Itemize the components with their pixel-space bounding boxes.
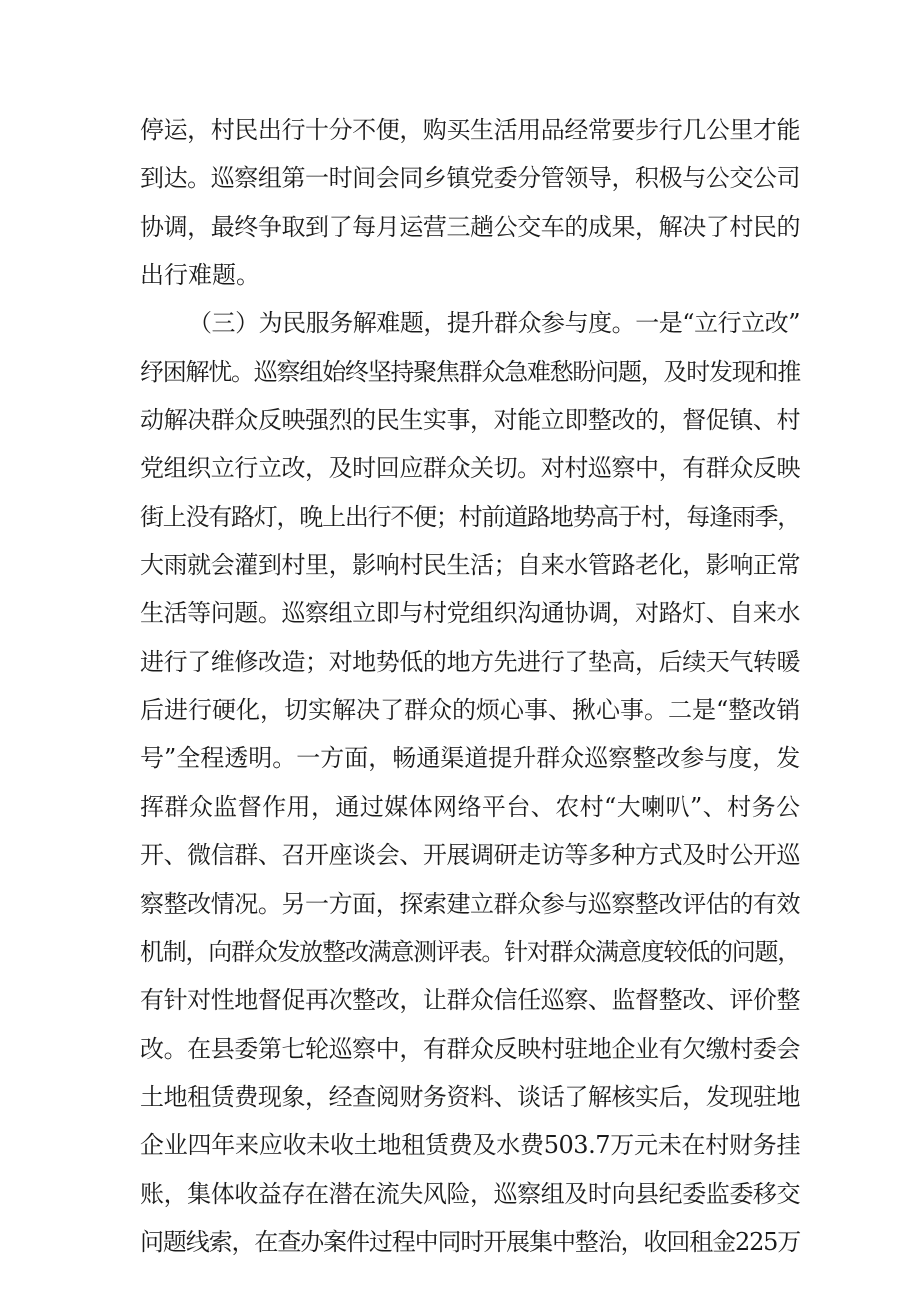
text-line: 停运，村民出行十分不便，购买生活用品经常要步行几公里才能 [140,116,800,144]
text-line: 纾困解忧。巡察组始终坚持聚焦群众急难愁盼问题，及时发现和推 [140,357,800,386]
text-line: 进行了维修改造；对地势低的地方先进行了垫高，后续天气转暖 [140,647,800,676]
text-line: 账，集体收益存在潜在流失风险，巡察组及时向县纪委监委移交 [140,1179,800,1208]
text-line: 动解决群众反映强烈的民生实事，对能立即整改的，督促镇、村 [140,406,800,435]
text-line: 问题线索，在查办案件过程中同时开展集中整治，收回租金225万 [140,1227,800,1256]
text-line: 后进行硬化，切实解决了群众的烦心事、揪心事。二是“整改销 [140,696,801,725]
text-line: 大雨就会灌到村里，影响村民生活；自来水管路老化，影响正常 [140,551,800,580]
text-line: 企业四年来应收未收土地租赁费及水费503.7万元未在村财务挂 [140,1131,800,1160]
text-line: 有针对性地督促再次整改，让群众信任巡察、监督整改、评价整 [140,986,800,1015]
text-line: 土地租赁费现象，经查阅财务资料、谈话了解核实后，发现驻地 [140,1082,800,1111]
text-line: 党组织立行立改，及时回应群众关切。对村巡察中，有群众反映 [140,454,800,483]
text-line: 挥群众监督作用，通过媒体网络平台、农村“大喇叭”、村务公 [140,792,800,821]
text-line: 生活等问题。巡察组立即与村党组织沟通协调，对路灯、自来水 [140,599,800,628]
text-line: 出行难题。 [140,261,260,290]
text-line: 开、微信群、召开座谈会、开展调研走访等多种方式及时公开巡 [140,841,800,870]
text-line: 协调，最终争取到了每月运营三趟公交车的成果，解决了村民的 [140,212,800,241]
body-text [140,106,800,1266]
text-line: 街上没有路灯，晚上出行不便；村前道路地势高于村，每逢雨季， [140,502,800,531]
text-line: 号”全程透明。一方面，畅通渠道提升群众巡察整改参与度，发 [140,744,801,773]
text-line: 机制，向群众发放整改满意测评表。针对群众满意度较低的问题， [140,937,800,966]
text-line: （三）为民服务解难题，提升群众参与度。一是“立行立改” [188,309,800,338]
text-line: 到达。巡察组第一时间会同乡镇党委分管领导，积极与公交公司 [140,164,800,193]
text-line: 改。在县委第七轮巡察中，有群众反映村驻地企业有欠缴村委会 [140,1034,800,1063]
text-line: 察整改情况。另一方面，探索建立群众参与巡察整改评估的有效 [140,889,800,918]
